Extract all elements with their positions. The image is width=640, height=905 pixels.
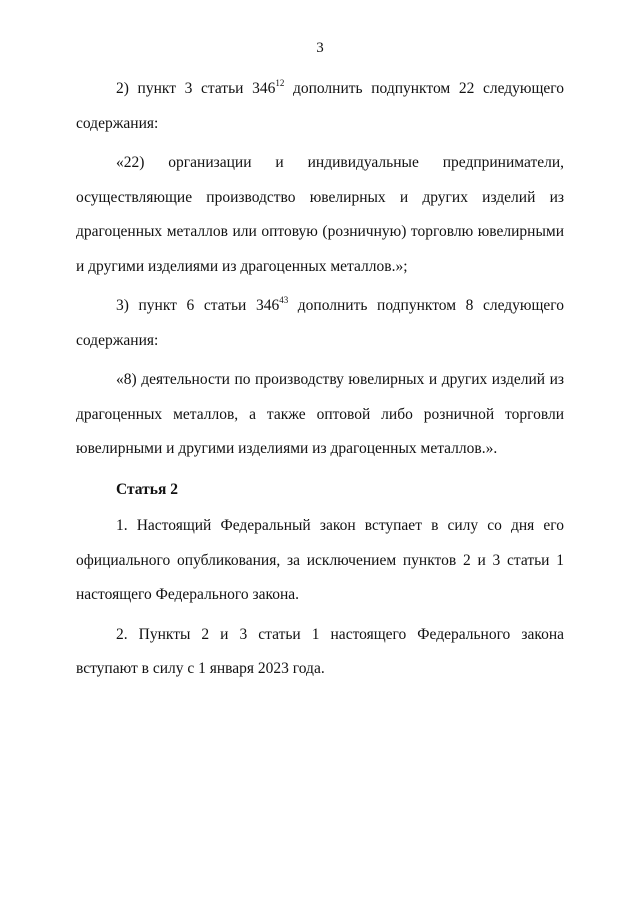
paragraph-item-3 bbox=[76, 289, 564, 358]
document-body bbox=[76, 72, 564, 687]
article-2-clause-1: 1. Настоящий Федеральный закон вступает в силу со дня его официального опубликования, за исключением пунктов 2 и 3 статьи 1 настоящего Федерального закона. bbox=[76, 517, 564, 603]
article-heading: Статья 2 bbox=[116, 480, 178, 498]
page-number: 3 bbox=[316, 40, 324, 56]
superscript-12: 12 bbox=[275, 78, 285, 88]
paragraph-subitem-22: «22) организации и индивидуальные предприниматели, осуществляющие производство ювелирных и других изделий из драгоценных металлов или оптовую (розничную) торговлю ювелирными и другими изделиями из драгоценных металлов.»; bbox=[76, 154, 564, 275]
paragraph-item-2-text-start: 2) пункт 3 статьи 346 bbox=[116, 80, 276, 97]
superscript-43: 43 bbox=[279, 295, 289, 305]
paragraph-item-3-text-start: 3) пункт 6 статьи 346 bbox=[116, 297, 280, 314]
article-2-clause-2: 2. Пункты 2 и 3 статьи 1 настоящего Федерального закона вступают в силу с 1 января 2023 года. bbox=[76, 625, 564, 677]
paragraph-subitem-8: «8) деятельности по производству ювелирных и других изделий из драгоценных металлов, а также оптовой либо розничной торговли ювелирными и другими изделиями из драгоценных металлов.». bbox=[76, 371, 564, 457]
paragraph-item-2-text-end: дополнить подпунктом 22 следующего содержания: bbox=[76, 80, 565, 132]
paragraph-item-2 bbox=[76, 72, 564, 141]
paragraph-item-3-text-end: дополнить подпунктом 8 следующего содержания: bbox=[76, 297, 565, 349]
